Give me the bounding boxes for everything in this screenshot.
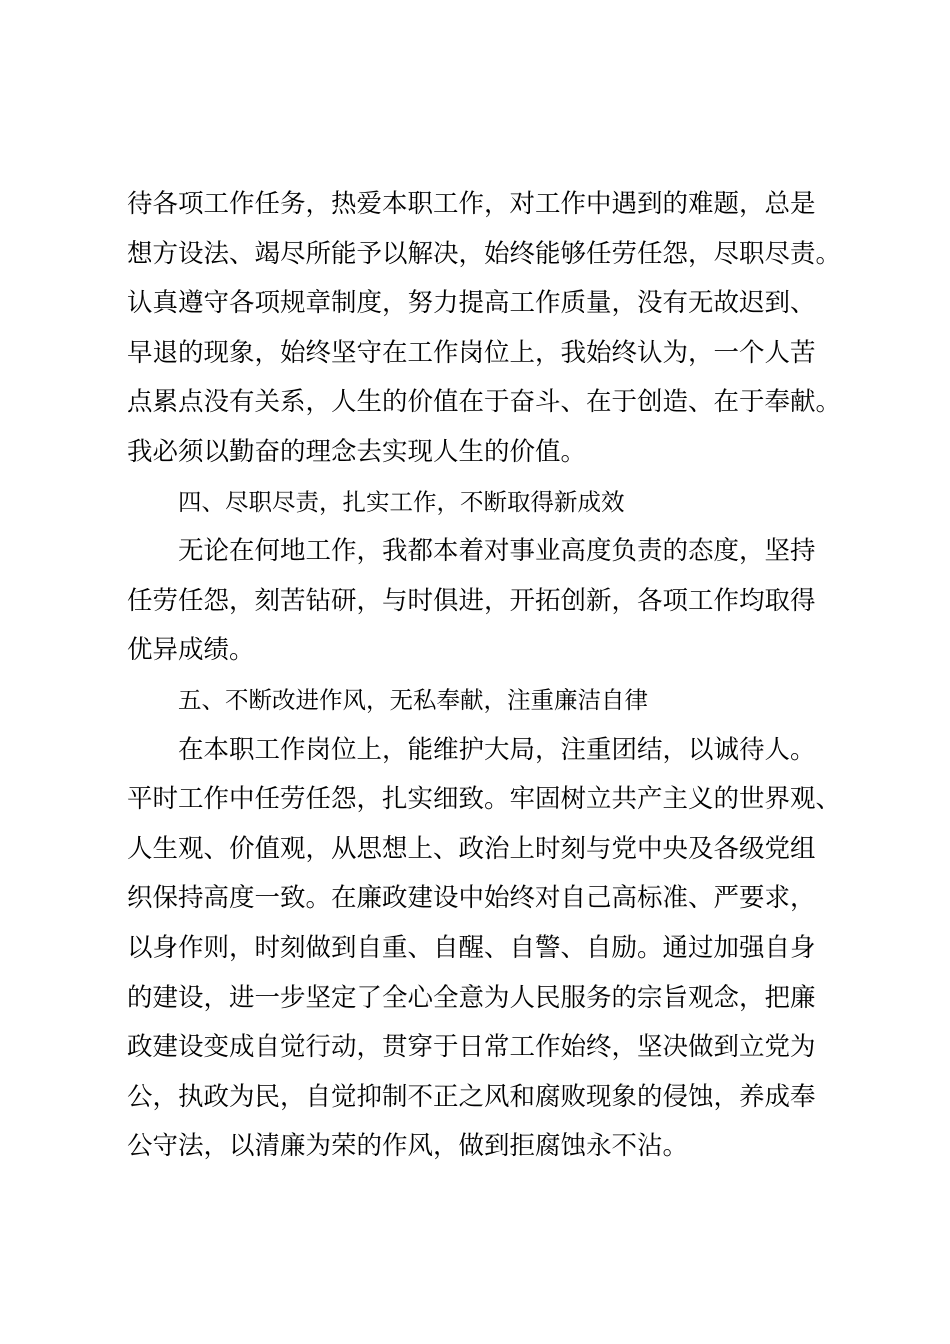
document-body [127,180,847,1172]
text-line: 待各项工作任务，热爱本职工作，对工作中遇到的难题，总是 [127,189,816,219]
text-line: 公，执政为民，自觉抑制不正之风和腐败现象的侵蚀，养成奉 [127,1081,816,1112]
text-line: 我必须以勤奋的理念去实现人生的价值。 [127,436,587,467]
text-line: 织保持高度一致。在廉政建设中始终对自己高标准、严要求， [127,883,816,914]
text-line: 任劳任怨，刻苦钻研，与时俱进，开拓创新，各项工作均取得 [127,585,816,616]
text-line: 无论在何地工作，我都本着对事业高度负责的态度，坚持 [178,536,816,567]
text-line: 想方设法、竭尽所能予以解决，始终能够任劳任怨，尽职尽责。 [127,238,842,269]
text-line: 人生观、价值观，从思想上、政治上时刻与党中央及各级党组 [127,833,816,864]
section-heading-four: 四、尽职尽责，扎实工作，不断取得新成效 [178,487,625,516]
text-line: 以身作则，时刻做到自重、自醒、自警、自励。通过加强自身 [127,932,816,963]
text-line: 在本职工作岗位上，能维护大局，注重团结，以诚待人。 [178,734,816,765]
text-line: 的建设，进一步坚定了全心全意为人民服务的宗旨观念，把廉 [127,982,816,1013]
text-line: 认真遵守各项规章制度，努力提高工作质量，没有无故迟到、 [127,288,816,319]
text-line: 政建设变成自觉行动，贯穿于日常工作始终，坚决做到立党为 [127,1032,816,1063]
text-line: 平时工作中任劳任怨，扎实细致。牢固树立共产主义的世界观、 [127,784,842,815]
text-line: 点累点没有关系，人生的价值在于奋斗、在于创造、在于奉献。 [127,387,842,418]
text-line: 公守法，以清廉为荣的作风，做到拒腐蚀永不沾。 [127,1131,689,1162]
text-line: 早退的现象，始终坚守在工作岗位上，我始终认为，一个人苦 [127,337,816,368]
section-heading-five: 五、不断改进作风，无私奉献，注重廉洁自律 [178,685,648,714]
text-line: 优异成绩。 [127,635,255,666]
